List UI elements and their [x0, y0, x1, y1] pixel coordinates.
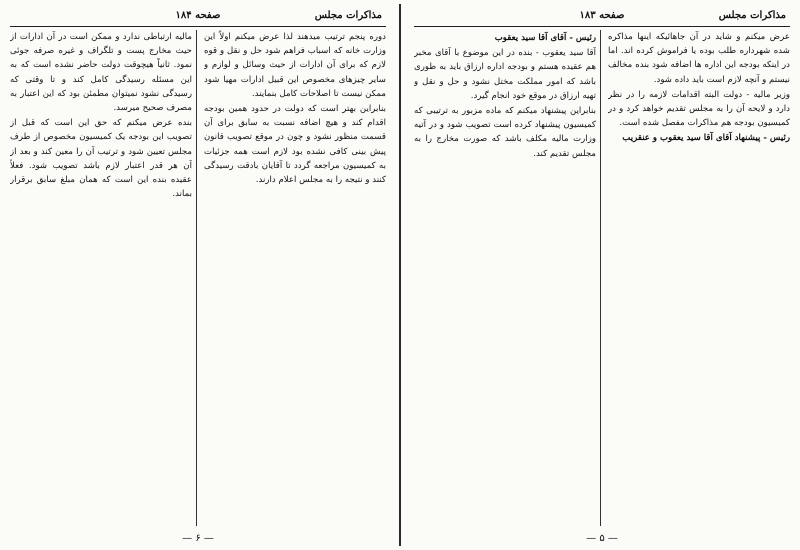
page-header	[10, 8, 386, 27]
text-column-right	[608, 30, 790, 526]
paragraph: دوره پنجم ترتیب میدهند لذا عرض میکنم اولاً این وزارت خانه که اسباب فراهم شود حل و نقل و قوه لازم که برای آن ادارات از حیث وسائل و لوازم و سایر چیزهای مخصوص این قبیل ادارات مهیا شود ممکن نیست تا اصلاحات کامل بنمایند.	[204, 32, 386, 99]
column-divider	[196, 30, 197, 526]
page-gutter	[399, 4, 401, 546]
speaker-heading: رئیس - آقای آقا سید یعقوب	[494, 33, 596, 43]
text-column-left	[414, 30, 596, 526]
paragraph: بنده عرض میکنم که حق این است که قبل از تصویب این بودجه یک کمیسیون مخصوص از طرف مجلس تعیین شود و ترتیب آن را معین کند و بعد از آن هر قدر اعتبار لازم باشد تصویب شود. فعلاً عقیده بنده این است که همان مبلغ سابق برقرار بماند.	[10, 118, 192, 200]
paragraph: وزیر مالیه - دولت البته اقدامات لازمه را در نظر دارد و لایحه آن را به مجلس تقدیم خواهد کرد و در کمیسیون بودجه هم مذاکرات مفصل شده است.	[608, 89, 790, 129]
series-title: مذاکرات مجلس	[718, 10, 786, 21]
page-number-label: صفحه ۱۸۴	[175, 10, 221, 21]
column-divider	[600, 30, 601, 526]
paragraph: بنابراین پیشنهاد میکنم که ماده مزبور به ترتیبی که کمیسیون پیشنهاد کرده است تصویب شود و در آتیه وزارت مالیه مکلف باشد که صورت مخارج را به مجلس تقدیم کند.	[414, 106, 596, 159]
page-header	[414, 8, 790, 27]
page-183	[404, 0, 800, 550]
page-184	[0, 0, 396, 550]
footer-number: ۶	[195, 533, 201, 544]
text-column-left	[10, 30, 192, 526]
speaker-heading: رئیس - پیشنهاد آقای آقا سید یعقوب و عنقریب	[622, 133, 790, 144]
page-number-label: صفحه ۱۸۳	[579, 10, 625, 21]
text-column-right	[204, 30, 386, 526]
text-columns	[414, 30, 790, 526]
paragraph: بنابراین بهتر است که دولت در حدود همین بودجه اقدام کند و هیچ اضافه نسبت به سابق برای آن قسمت منظور نشود و چون در موقع تصویب قانون پیش بینی کافی نشده بود لازم است همه جزئیات به کمیسیون مراجعه گردد تا آقایان بادقت رسیدگی کنند و نتیجه را به مجلس اعلام دارند.	[204, 104, 386, 186]
footer-number: ۵	[599, 533, 605, 544]
page-footer: — ۵ —	[586, 533, 618, 544]
paragraph: مالیه ارتباطی ندارد و ممکن است در آن ادارات از حیث مخارج پست و تلگراف و غیره صرفه جوئی نمود. ثانیاً هیچوقت دولت حاضر نشده است که به این مسئله رسیدگی کامل کند و تا وقتی که رسیدگی نشود نمیتوان مطمئن بود که این اعتبار به مصرف صحیح میرسد.	[10, 32, 192, 114]
page-footer: — ۶ —	[182, 533, 214, 544]
paragraph: عرض میکنم و شاید در آن جاهائیکه اینها مذاکره شده شهرداره طلب بوده یا فراموش کرده اند. اما در اینکه بودجه این اداره ها اضافه شود بنده مخالف نیستم و آنچه لازم است باید داده شود.	[608, 32, 790, 85]
text-columns	[10, 30, 386, 526]
series-title: مذاکرات مجلس	[314, 10, 382, 21]
paragraph: آقا سید یعقوب - بنده در این موضوع با آقای مخبر هم عقیده هستم و بودجه اداره ارزاق باید به طوری باشد که امور مملکت مختل نشود و حل و نقل و تهیه ارزاق در موقع خود انجام گیرد.	[414, 48, 596, 101]
